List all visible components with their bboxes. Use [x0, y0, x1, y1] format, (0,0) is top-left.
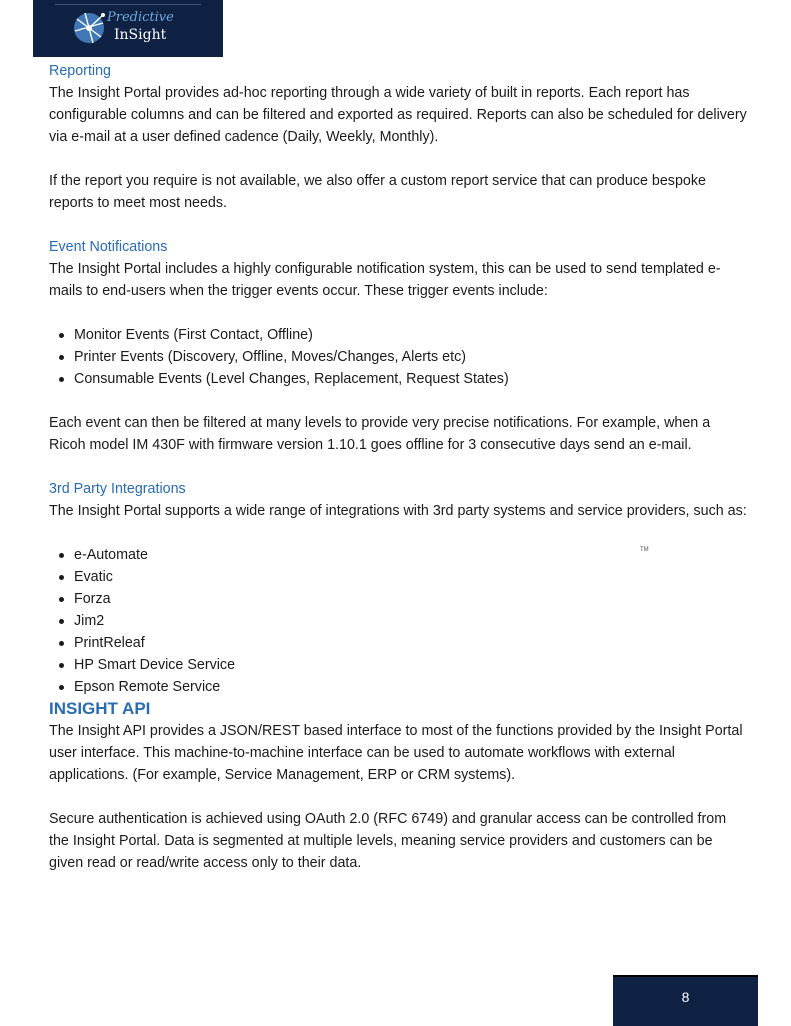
- page-footer: [613, 975, 758, 1026]
- list-item: Jim2: [74, 610, 749, 632]
- list-item: HP Smart Device Service: [74, 654, 749, 676]
- heading-event-notifications: Event Notifications: [49, 239, 168, 255]
- list-item: Evatic: [74, 566, 749, 588]
- trademark-mark: TM: [640, 547, 649, 553]
- logo-text-insight: InSight: [114, 27, 167, 43]
- list-item: Epson Remote Service: [74, 676, 749, 698]
- list-item: Consumable Events (Level Changes, Replacement, Request States): [74, 368, 749, 390]
- logo-text-predictive: Predictive: [107, 10, 174, 25]
- events-paragraph-1: The Insight Portal includes a highly configurable notification system, this can be used to send templated e-mails to end-users when the trigger events occur. These trigger events include:: [49, 261, 721, 299]
- events-paragraph-2: Each event can then be filtered at many levels to provide very precise notifications. For example, when a Ricoh model IM 430F with firmware version 1.10.1 goes offline for 3 consecutive days send an e-mail.: [49, 415, 711, 453]
- list-item: PrintReleaf: [74, 632, 749, 654]
- list-item: e-Automate: [74, 544, 749, 566]
- reporting-paragraph-2: If the report you require is not available, we also offer a custom report service that can produce bespoke reports to meet most needs.: [49, 173, 706, 211]
- api-paragraph-1: The Insight API provides a JSON/REST based interface to most of the functions provided by the Insight Portal user interface. This machine-to-machine interface can be used to automate workflows with external applications. (For example, Service Management, ERP or CRM systems).: [49, 723, 743, 783]
- logo-banner: [33, 0, 223, 57]
- list-item: Forza: [74, 588, 749, 610]
- globe-icon: [71, 9, 107, 47]
- heading-reporting: Reporting: [49, 63, 111, 79]
- api-paragraph-2: Secure authentication is achieved using OAuth 2.0 (RFC 6749) and granular access can be controlled from the Insight Portal. Data is segmented at multiple levels, meaning service providers and customers can be given read or read/write access only to their data.: [49, 811, 727, 871]
- reporting-paragraph-1: The Insight Portal provides ad-hoc reporting through a wide variety of built in reports. Each report has configurable columns and can be filtered and exported as required. Reports can also be scheduled for delivery via e-mail at a user defined cadence (Daily, Weekly, Monthly).: [49, 85, 747, 145]
- list-item: Printer Events (Discovery, Offline, Moves/Changes, Alerts etc): [74, 346, 749, 368]
- page-number: 8: [681, 989, 690, 1005]
- document-body: [49, 60, 749, 874]
- trigger-events-list: [49, 324, 749, 390]
- list-item: Monitor Events (First Contact, Offline): [74, 324, 749, 346]
- heading-3rd-party-integrations: 3rd Party Integrations: [49, 481, 186, 497]
- integrations-paragraph: The Insight Portal supports a wide range of integrations with 3rd party systems and service providers, such as:: [49, 503, 747, 519]
- heading-insight-api: INSIGHT API: [49, 699, 151, 718]
- logo-rule: [55, 4, 201, 5]
- integrations-list: [49, 544, 749, 698]
